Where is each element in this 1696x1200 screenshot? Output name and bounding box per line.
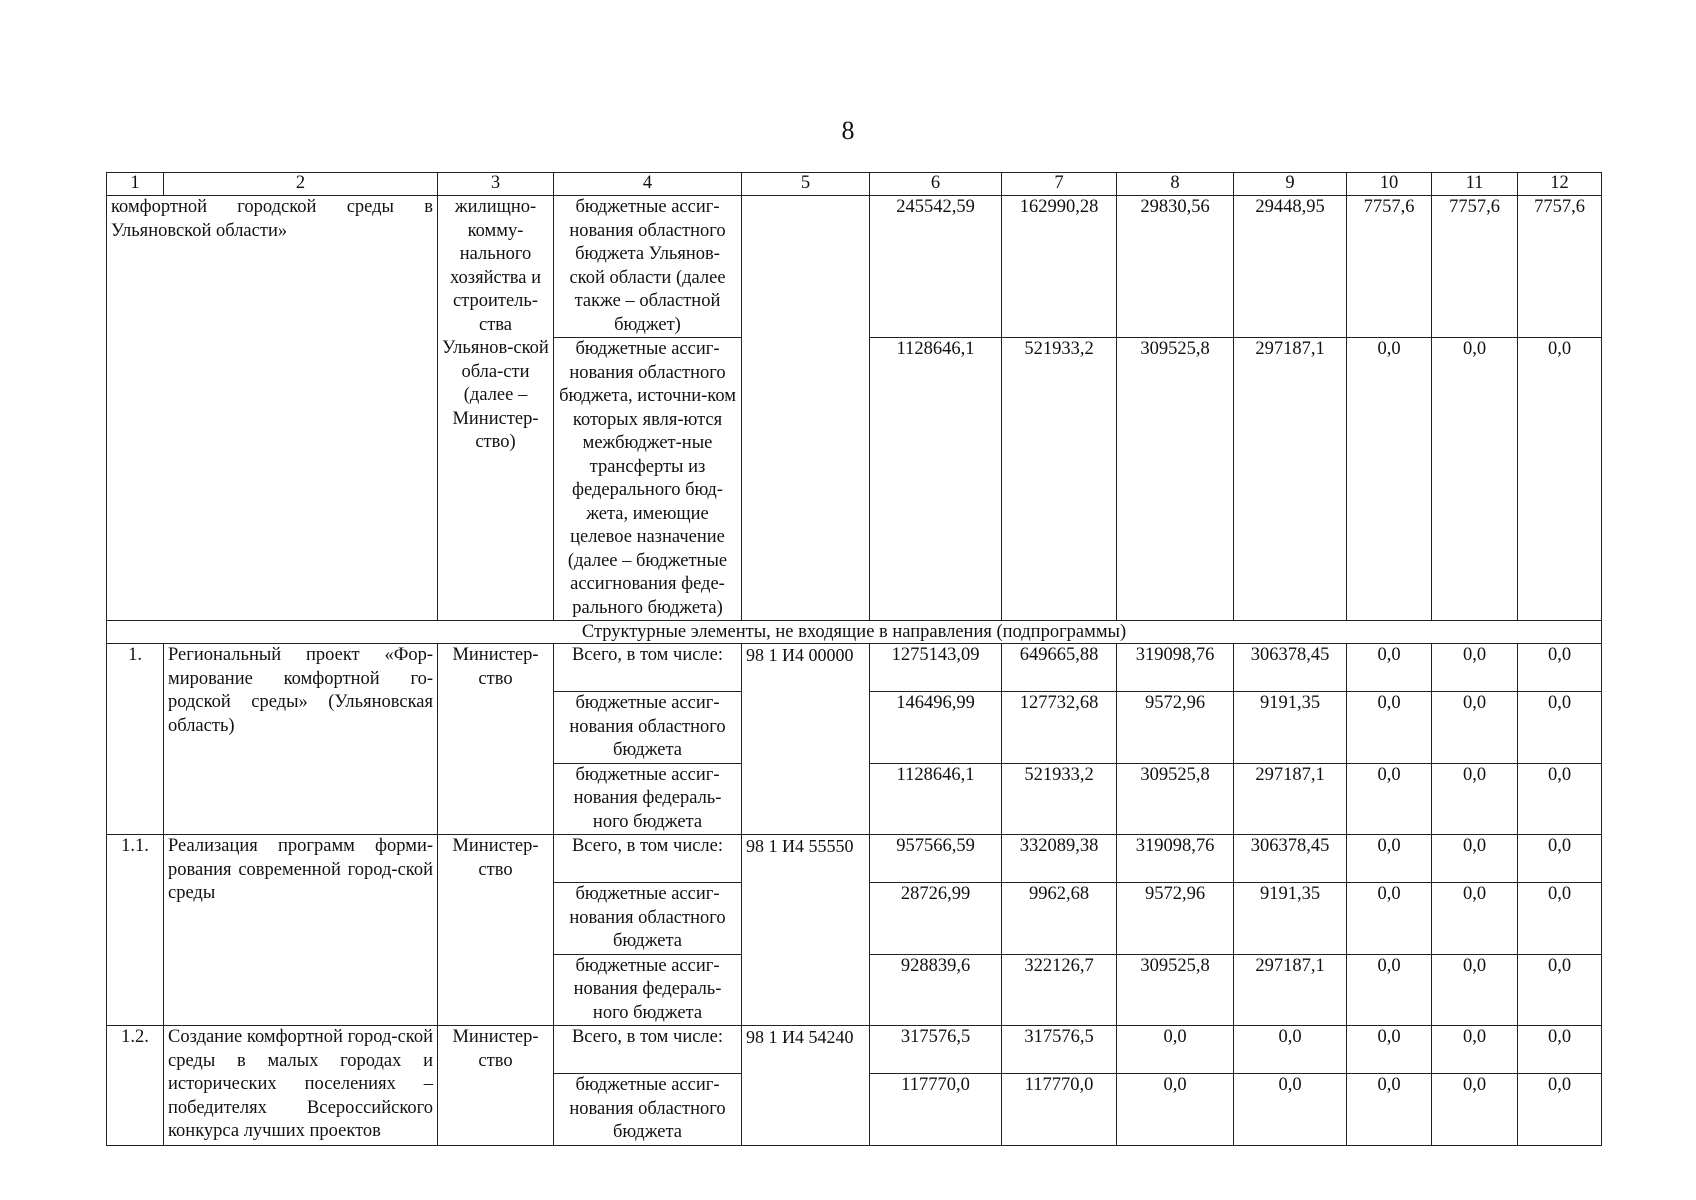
value-cell: 9572,96 (1117, 883, 1234, 955)
funding-source: бюджетные ассиг-нования областного бюджета Ульянов-ской области (далее также – областной бюджет) (554, 196, 742, 338)
value-cell: 117770,0 (1002, 1074, 1117, 1146)
table-row (107, 644, 1602, 692)
item-index: 1.1. (107, 835, 164, 1026)
value-cell: 0,0 (1432, 692, 1518, 764)
column-number: 1 (107, 173, 164, 196)
value-cell: 0,0 (1518, 883, 1602, 955)
value-cell: 28726,99 (870, 883, 1002, 955)
value-cell: 9191,35 (1234, 692, 1347, 764)
value-cell: 928839,6 (870, 954, 1002, 1026)
value-cell: 0,0 (1432, 835, 1518, 883)
table-row (107, 835, 1602, 883)
funding-source: бюджетные ассиг-нования областного бюджета, источни-ком которых явля-ются межбюджет-ные трансферты из федерального бюд-жета, имеющие целевое назначение (далее – бюджетные ассигнования феде-рального бюджета) (554, 338, 742, 621)
column-number: 2 (164, 173, 438, 196)
value-cell: 0,0 (1518, 763, 1602, 835)
executor: Министер-ство (438, 1026, 554, 1146)
table-row (107, 196, 1602, 338)
value-cell: 0,0 (1347, 338, 1432, 621)
column-number: 3 (438, 173, 554, 196)
value-cell: 1128646,1 (870, 763, 1002, 835)
section-title: Структурные элементы, не входящие в направления (подпрограммы) (107, 621, 1602, 644)
value-cell: 0,0 (1518, 338, 1602, 621)
item-name: комфортной городской среды в Ульяновской области» (107, 196, 438, 621)
item-index: 1. (107, 644, 164, 835)
executor: жилищно-комму-нального хозяйства и строитель-ства Ульянов-ской обла-сти (далее – Министер-ство) (438, 196, 554, 621)
value-cell: 309525,8 (1117, 763, 1234, 835)
financing-table (106, 172, 1602, 1146)
budget-code (742, 196, 870, 621)
value-cell: 306378,45 (1234, 644, 1347, 692)
value-cell: 306378,45 (1234, 835, 1347, 883)
value-cell: 521933,2 (1002, 763, 1117, 835)
column-number: 12 (1518, 173, 1602, 196)
value-cell: 0,0 (1117, 1074, 1234, 1146)
value-cell: 0,0 (1347, 1074, 1432, 1146)
section-row (107, 621, 1602, 644)
value-cell: 521933,2 (1002, 338, 1117, 621)
column-number: 4 (554, 173, 742, 196)
column-number: 10 (1347, 173, 1432, 196)
item-index: 1.2. (107, 1026, 164, 1146)
value-cell: 0,0 (1518, 954, 1602, 1026)
value-cell: 309525,8 (1117, 954, 1234, 1026)
value-cell: 317576,5 (870, 1026, 1002, 1074)
value-cell: 0,0 (1347, 954, 1432, 1026)
value-cell: 0,0 (1518, 644, 1602, 692)
value-cell: 0,0 (1518, 692, 1602, 764)
value-cell: 29448,95 (1234, 196, 1347, 338)
value-cell: 7757,6 (1347, 196, 1432, 338)
value-cell: 297187,1 (1234, 763, 1347, 835)
funding-source: Всего, в том числе: (554, 1026, 742, 1074)
column-number: 5 (742, 173, 870, 196)
value-cell: 7757,6 (1432, 196, 1518, 338)
value-cell: 319098,76 (1117, 644, 1234, 692)
value-cell: 0,0 (1518, 1026, 1602, 1074)
value-cell: 0,0 (1432, 954, 1518, 1026)
value-cell: 0,0 (1234, 1074, 1347, 1146)
value-cell: 297187,1 (1234, 954, 1347, 1026)
column-number: 6 (870, 173, 1002, 196)
value-cell: 0,0 (1432, 1026, 1518, 1074)
value-cell: 245542,59 (870, 196, 1002, 338)
executor: Министер-ство (438, 835, 554, 1026)
funding-source: бюджетные ассиг-нования областного бюджета (554, 883, 742, 955)
funding-source: Всего, в том числе: (554, 835, 742, 883)
value-cell: 0,0 (1347, 1026, 1432, 1074)
value-cell: 146496,99 (870, 692, 1002, 764)
funding-source: бюджетные ассиг-нования областного бюджета (554, 1074, 742, 1146)
value-cell: 0,0 (1234, 1026, 1347, 1074)
value-cell: 0,0 (1347, 835, 1432, 883)
value-cell: 7757,6 (1518, 196, 1602, 338)
funding-source: Всего, в том числе: (554, 644, 742, 692)
value-cell: 162990,28 (1002, 196, 1117, 338)
value-cell: 0,0 (1518, 835, 1602, 883)
value-cell: 0,0 (1117, 1026, 1234, 1074)
value-cell: 0,0 (1347, 763, 1432, 835)
value-cell: 9191,35 (1234, 883, 1347, 955)
budget-code: 98 1 И4 00000 (742, 644, 870, 835)
column-number: 7 (1002, 173, 1117, 196)
value-cell: 9572,96 (1117, 692, 1234, 764)
value-cell: 322126,7 (1002, 954, 1117, 1026)
value-cell: 127732,68 (1002, 692, 1117, 764)
value-cell: 309525,8 (1117, 338, 1234, 621)
value-cell: 0,0 (1518, 1074, 1602, 1146)
value-cell: 0,0 (1347, 644, 1432, 692)
value-cell: 0,0 (1432, 1074, 1518, 1146)
value-cell: 319098,76 (1117, 835, 1234, 883)
value-cell: 0,0 (1432, 763, 1518, 835)
value-cell: 117770,0 (870, 1074, 1002, 1146)
table-row (107, 1026, 1602, 1074)
funding-source: бюджетные ассиг-нования областного бюджета (554, 692, 742, 764)
value-cell: 1275143,09 (870, 644, 1002, 692)
value-cell: 317576,5 (1002, 1026, 1117, 1074)
item-name: Создание комфортной город-ской среды в малых городах и исторических поселениях – победителях Всероссийского конкурса лучших проектов (164, 1026, 438, 1146)
value-cell: 649665,88 (1002, 644, 1117, 692)
budget-code: 98 1 И4 55550 (742, 835, 870, 1026)
column-number-row (107, 173, 1602, 196)
value-cell: 9962,68 (1002, 883, 1117, 955)
value-cell: 1128646,1 (870, 338, 1002, 621)
funding-source: бюджетные ассиг-нования федераль-ного бюджета (554, 954, 742, 1026)
column-number: 9 (1234, 173, 1347, 196)
column-number: 11 (1432, 173, 1518, 196)
item-name: Реализация программ форми-рования современной город-ской среды (164, 835, 438, 1026)
page-number: 8 (841, 116, 855, 145)
value-cell: 0,0 (1347, 692, 1432, 764)
value-cell: 297187,1 (1234, 338, 1347, 621)
executor: Министер-ство (438, 644, 554, 835)
value-cell: 0,0 (1432, 644, 1518, 692)
value-cell: 957566,59 (870, 835, 1002, 883)
value-cell: 0,0 (1347, 883, 1432, 955)
budget-code: 98 1 И4 54240 (742, 1026, 870, 1146)
value-cell: 29830,56 (1117, 196, 1234, 338)
value-cell: 0,0 (1432, 883, 1518, 955)
value-cell: 332089,38 (1002, 835, 1117, 883)
item-name: Региональный проект «Фор-мирование комфортной го-родской среды» (Ульяновская область) (164, 644, 438, 835)
funding-source: бюджетные ассиг-нования федераль-ного бюджета (554, 763, 742, 835)
column-number: 8 (1117, 173, 1234, 196)
value-cell: 0,0 (1432, 338, 1518, 621)
